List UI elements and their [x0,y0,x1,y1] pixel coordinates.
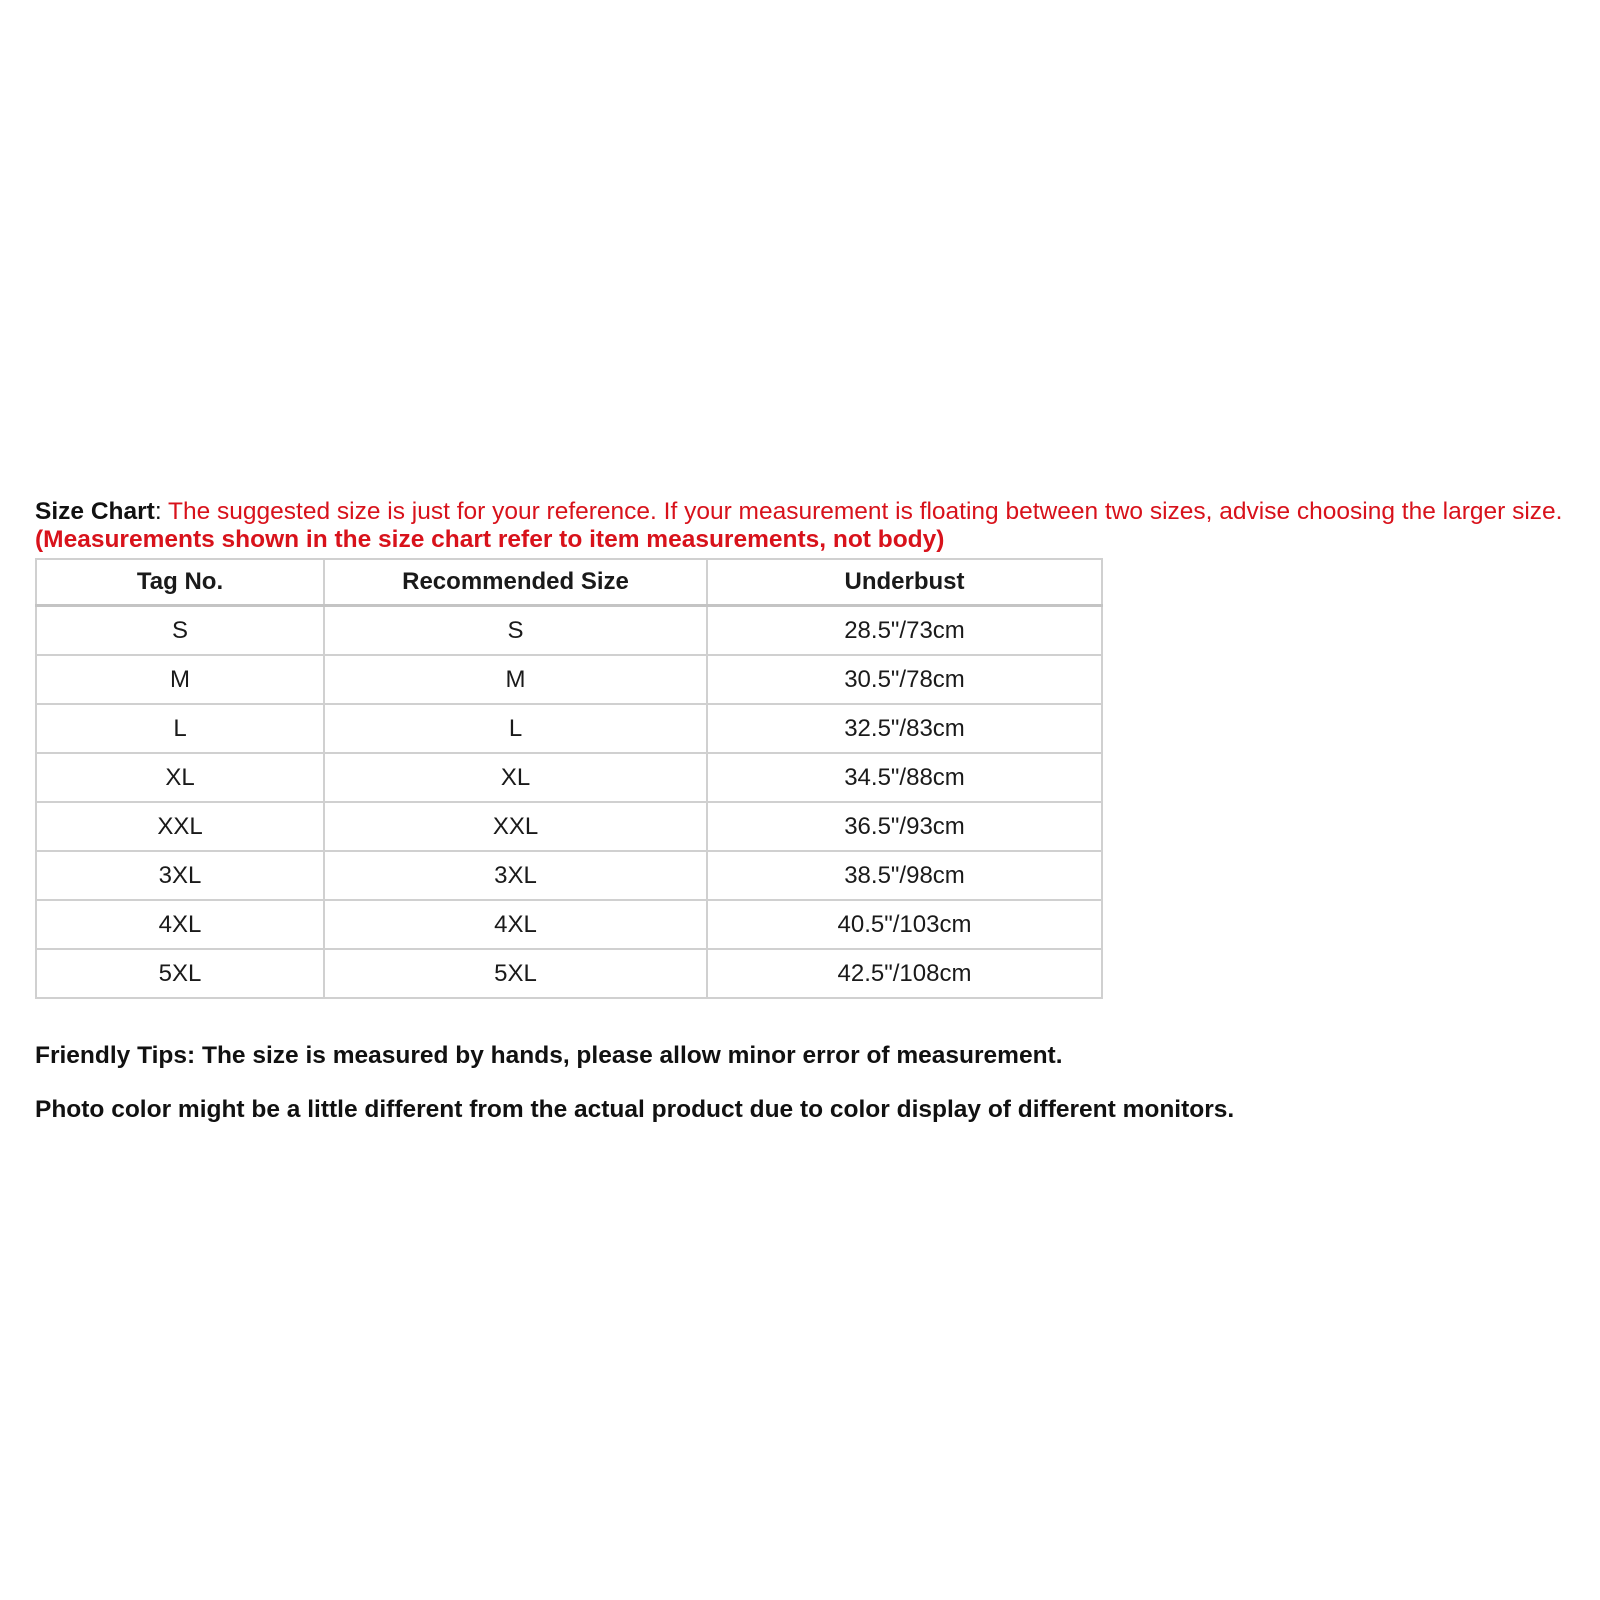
cell-tag-no: L [36,704,324,753]
cell-recommended-size: S [324,606,707,656]
cell-underbust: 38.5"/98cm [707,851,1102,900]
size-chart-label: Size Chart [35,498,155,525]
table-row [36,655,1102,704]
cell-tag-no: S [36,606,324,656]
cell-tag-no: XL [36,753,324,802]
cell-recommended-size: L [324,704,707,753]
size-chart-note: The suggested size is just for your reference. If your measurement is floating between two sizes, advise choosing the larger size. [161,498,1563,525]
friendly-tips: Friendly Tips: The size is measured by hands, please allow minor error of measurement. [35,1042,1063,1069]
table-row [36,802,1102,851]
table-header-row [36,559,1102,606]
table-row [36,606,1102,656]
size-table [35,558,1103,999]
cell-underbust: 36.5"/93cm [707,802,1102,851]
cell-underbust: 42.5"/108cm [707,949,1102,998]
cell-recommended-size: XXL [324,802,707,851]
table-row [36,900,1102,949]
size-chart-intro [35,498,1585,554]
header-recommended-size: Recommended Size [324,559,707,606]
table-row [36,851,1102,900]
cell-tag-no: 5XL [36,949,324,998]
header-underbust: Underbust [707,559,1102,606]
header-tag-no: Tag No. [36,559,324,606]
cell-recommended-size: M [324,655,707,704]
size-chart-colon: : [154,498,162,525]
cell-underbust: 34.5"/88cm [707,753,1102,802]
cell-underbust: 32.5"/83cm [707,704,1102,753]
cell-recommended-size: XL [324,753,707,802]
table-row [36,704,1102,753]
size-chart-emphasis: (Measurements shown in the size chart refer to item measurements, not body) [35,526,945,553]
photo-color-note: Photo color might be a little different from the actual product due to color display of different monitors. [35,1096,1235,1123]
table-row [36,753,1102,802]
cell-underbust: 28.5"/73cm [707,606,1102,656]
cell-recommended-size: 4XL [324,900,707,949]
cell-tag-no: 3XL [36,851,324,900]
cell-underbust: 40.5"/103cm [707,900,1102,949]
cell-recommended-size: 5XL [324,949,707,998]
cell-underbust: 30.5"/78cm [707,655,1102,704]
cell-tag-no: 4XL [36,900,324,949]
cell-tag-no: M [36,655,324,704]
cell-tag-no: XXL [36,802,324,851]
cell-recommended-size: 3XL [324,851,707,900]
table-row [36,949,1102,998]
